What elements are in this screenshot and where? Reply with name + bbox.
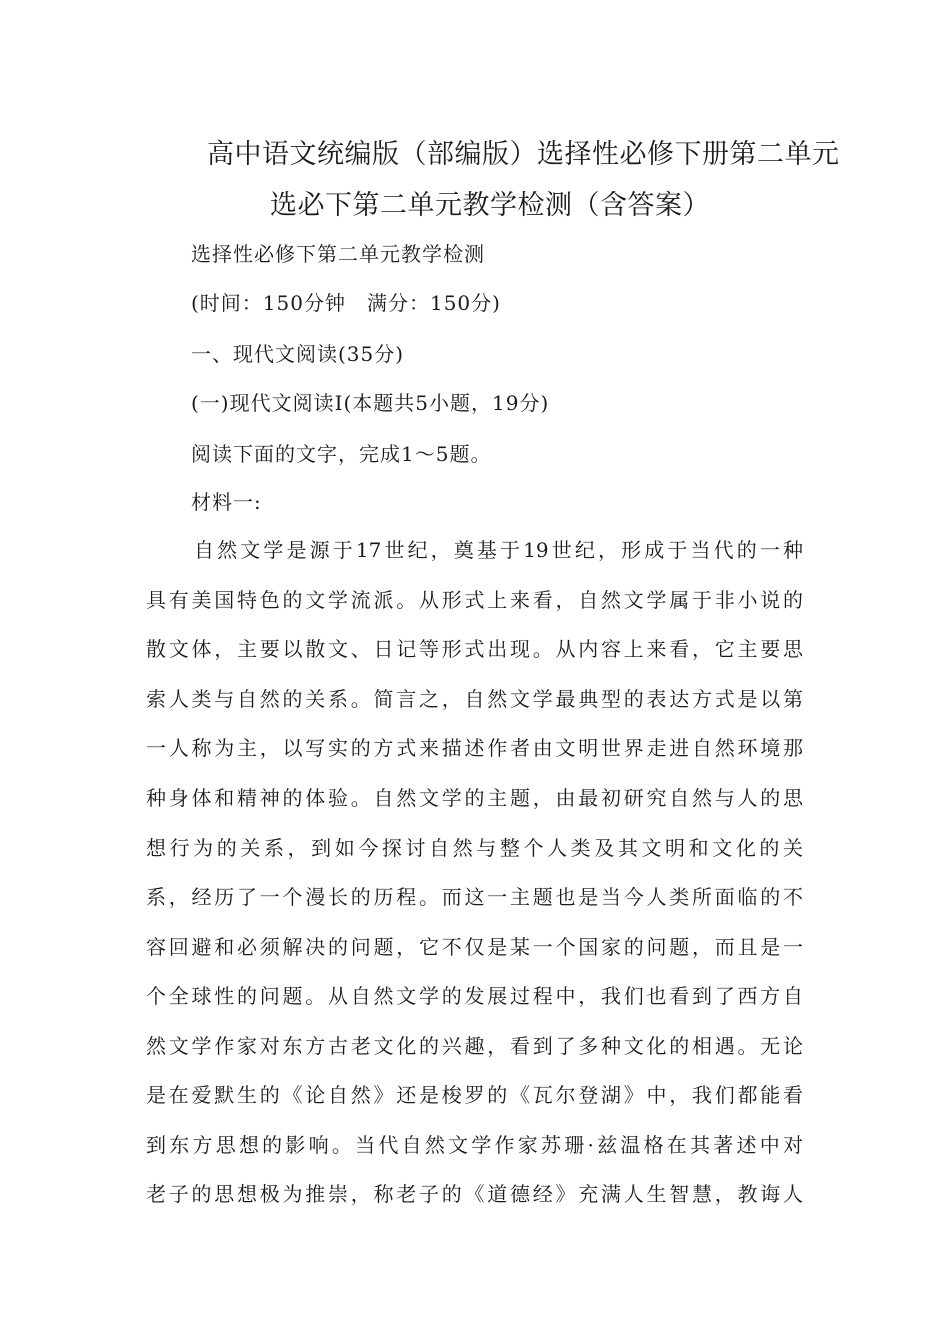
subsection-heading: (一)现代文阅读Ⅰ(本题共5小题，19分) bbox=[191, 391, 550, 415]
passage-line: 一人称为主，以写实的方式来描述作者由文明世界走进自然环境那 bbox=[146, 736, 803, 760]
section-heading: 一、现代文阅读(35分) bbox=[191, 342, 405, 366]
passage-line: 是在爱默生的《论自然》还是梭罗的《瓦尔登湖》中，我们都能看 bbox=[146, 1083, 803, 1107]
document-title: 高中语文统编版（部编版）选择性必修下册第二单元 bbox=[207, 139, 840, 170]
passage-line: 到东方思想的影响。当代自然文学作家苏珊·兹温格在其著述中对 bbox=[146, 1133, 803, 1157]
passage-line: 容回避和必须解决的问题，它不仅是某一个国家的问题，而且是一 bbox=[146, 935, 803, 959]
passage-line: 然文学作家对东方古老文化的兴趣，看到了多种文化的相遇。无论 bbox=[146, 1034, 803, 1058]
passage-line: 种身体和精神的体验。自然文学的主题，由最初研究自然与人的思 bbox=[146, 786, 803, 810]
passage-line: 想行为的关系，到如今探讨自然与整个人类及其文明和文化的关 bbox=[146, 836, 803, 860]
passage-line: 个全球性的问题。从自然文学的发展过程中，我们也看到了西方自 bbox=[146, 984, 803, 1008]
exam-info: (时间：150分钟 满分：150分) bbox=[191, 291, 501, 315]
passage-line: 散文体，主要以散文、日记等形式出现。从内容上来看，它主要思 bbox=[146, 637, 803, 661]
passage-line: 自然文学是源于17世纪，奠基于19世纪，形成于当代的一种 bbox=[194, 538, 803, 562]
passage-line: 老子的思想极为推崇，称老子的《道德经》充满人生智慧，教诲人 bbox=[146, 1182, 803, 1206]
reading-instruction: 阅读下面的文字，完成1～5题。 bbox=[191, 442, 492, 466]
passage-line: 系，经历了一个漫长的历程。而这一主题也是当今人类所面临的不 bbox=[146, 885, 803, 909]
passage-line: 具有美国特色的文学流派。从形式上来看，自然文学属于非小说的 bbox=[146, 588, 803, 612]
passage-line: 索人类与自然的关系。简言之，自然文学最典型的表达方式是以第 bbox=[146, 687, 803, 711]
exam-subtitle: 选择性必修下第二单元教学检测 bbox=[191, 242, 485, 266]
material-label: 材料一: bbox=[191, 490, 262, 514]
document-title-line2: 选必下第二单元教学检测（含答案） bbox=[270, 190, 710, 221]
